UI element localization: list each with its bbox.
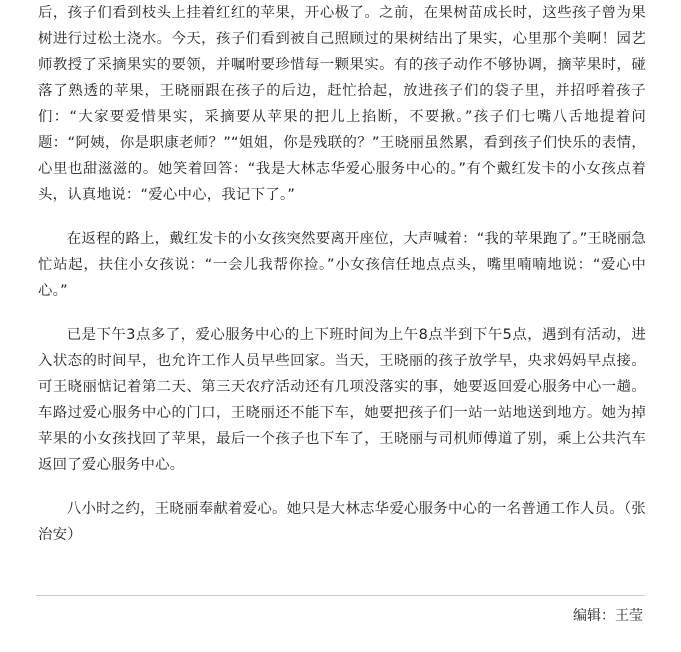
article-paragraph-2: 在返程的路上，戴红发卡的小女孩突然要离开座位，大声喊着：“我的苹果跑了。”王晓丽急忙站起，扶住小女孩说：“一会儿我帮你捡。”小女孩信任地点点头，嘴里喃喃地说：“爱心中心。”: [38, 231, 646, 299]
article-paragraph-3: 已是下午3点多了，爱心服务中心的上下班时间为上午8点半到下午5点，遇到有活动，进入状态的时间早，也允许工作人员早些回家。当天，王晓丽的孩子放学早，央求妈妈早点接。可王晓丽惦记着第二天、第三天农疗活动还有几项没落实的事，她要返回爱心服务中心一趟。车路过爱心服务中心的门口，王晓丽还不能下车，她要把孩子们一站一站地送到地方。她为掉苹果的小女孩找回了苹果，最后一个孩子也下车了，王晓丽与司机师傅道了别，乘上公共汽车返回了爱心服务中心。: [38, 327, 646, 473]
article-paragraph-1: 后，孩子们看到枝头上挂着红红的苹果，开心极了。之前，在果树苗成长时，这些孩子曾为果树进行过松土浇水。今天，孩子们看到被自己照顾过的果树结出了果实，心里那个美啊！园艺师教授了采摘果实的要领，并嘱咐要珍惜每一颗果实。有的孩子动作不够协调，摘苹果时，碰落了熟透的苹果，王晓丽跟在孩子的后边，赶忙拾起，放进孩子们的袋子里，并招呼着孩子们：“大家要爱惜果实，采摘要从苹果的把儿上掐断，不要揪。”孩子们七嘴八舌地提着问题：“阿姨，你是职康老师？”“姐姐，你是残联的？”王晓丽虽然累，看到孩子们快乐的表情，心里也甜滋滋的。她笑着回答：“我是大林志华爱心服务中心的。”有个戴红发卡的小女孩点着头，认真地说：“爱心中心，我记下了。”: [38, 5, 646, 203]
article-paragraph-4: 八小时之约，王晓丽奉献着爱心。她只是大林志华爱心服务中心的一名普通工作人员。（张治安）: [38, 501, 646, 543]
editor-credit: 编辑：王莹: [573, 608, 643, 624]
footer-divider: [36, 595, 645, 596]
article-body: [38, 0, 646, 566]
